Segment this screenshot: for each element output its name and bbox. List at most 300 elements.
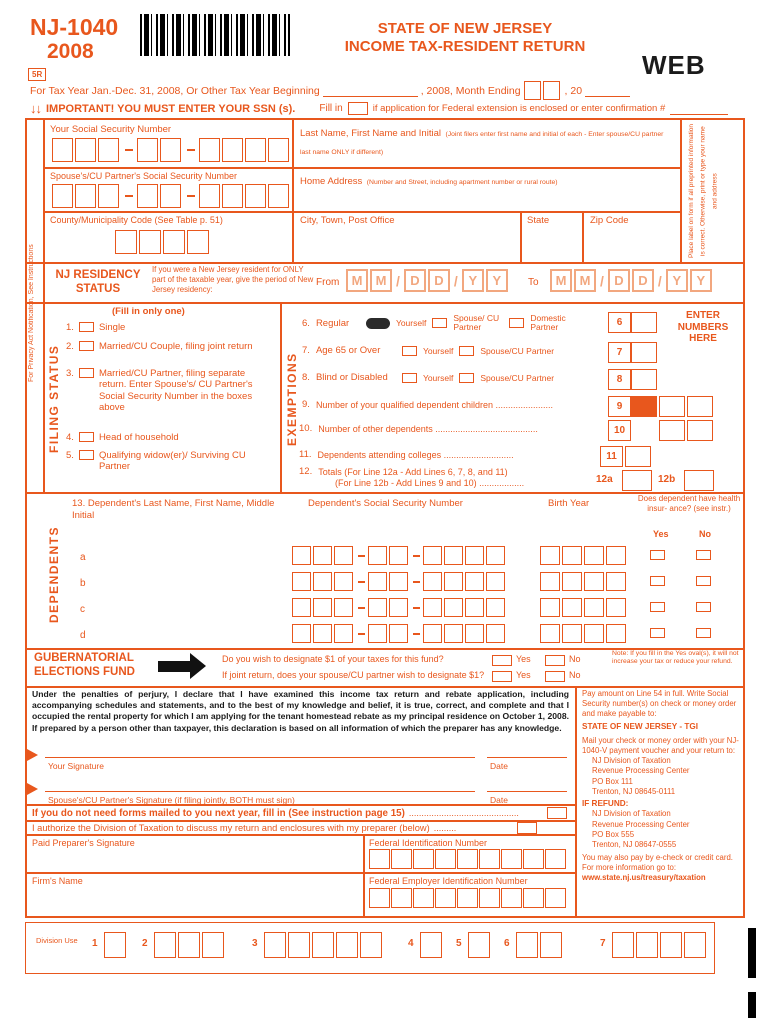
digit-box[interactable]: [684, 932, 706, 958]
city-field[interactable]: [296, 228, 516, 258]
division-boxes-5[interactable]: [468, 932, 492, 958]
digit-box[interactable]: [584, 546, 604, 565]
home-address-field[interactable]: [296, 185, 676, 207]
digit-box[interactable]: [137, 138, 158, 162]
confirmation-number-field[interactable]: [670, 103, 728, 115]
form-title-line2: INCOME TAX-RESIDENT RETURN: [344, 38, 586, 55]
filing-item: [66, 432, 259, 443]
digit-box[interactable]: [368, 572, 387, 591]
digit-box[interactable]: [606, 546, 626, 565]
digit-box[interactable]: [606, 624, 626, 643]
tax-year-end-field[interactable]: [585, 84, 630, 97]
digit-box[interactable]: [389, 598, 408, 617]
dependent-a-name-field[interactable]: [94, 546, 284, 566]
county-code-boxes[interactable]: [115, 230, 211, 254]
digit-box[interactable]: [75, 138, 96, 162]
division-boxes-3[interactable]: [264, 932, 384, 958]
digit-box[interactable]: [486, 598, 505, 617]
digit-box[interactable]: [369, 888, 390, 908]
digit-box[interactable]: [288, 932, 310, 958]
filing-widow-checkbox[interactable]: [79, 450, 94, 460]
digit-box[interactable]: [292, 598, 311, 617]
fund-question-2: If joint return, does your spouse/CU partner wish to designate $1?: [222, 670, 485, 680]
digit-box[interactable]: [313, 546, 332, 565]
divider: [363, 834, 365, 918]
dependent-b-ssn-boxes[interactable]: [292, 572, 507, 591]
line10-entry-box[interactable]: [659, 420, 685, 441]
refund-address-line: PO Box 555: [592, 829, 635, 839]
fund-q1-yes-label: Yes: [516, 654, 531, 664]
digit-box[interactable]: [160, 138, 181, 162]
health-yes-header: Yes: [653, 529, 669, 539]
digit-box[interactable]: [423, 572, 442, 591]
line6-domestic-partner-checkbox[interactable]: [509, 318, 524, 328]
division-boxes-2[interactable]: [154, 932, 226, 958]
mail-address-line: Trenton, NJ 08645-0111: [592, 786, 676, 796]
digit-box[interactable]: [187, 230, 209, 254]
privacy-act-note: For Privacy Act Notification, See Instructions: [28, 244, 35, 382]
digit-box[interactable]: [264, 932, 286, 958]
group-dash: [358, 581, 365, 583]
to-date-boxes[interactable]: [550, 269, 712, 292]
digit-box[interactable]: [435, 888, 456, 908]
divider: [25, 686, 745, 688]
date-box[interactable]: M: [370, 269, 392, 292]
divider: [43, 167, 680, 169]
dependent-a-ssn-boxes[interactable]: [292, 546, 507, 565]
digit-box[interactable]: [562, 598, 582, 617]
digit-box[interactable]: [160, 184, 181, 208]
pay-instructions: Pay amount on Line 54 in full. Write Social Security number(s) on check or money order and make payable to:: [582, 689, 737, 719]
division-num-5: 5: [456, 938, 462, 949]
digit-box[interactable]: [312, 932, 334, 958]
dependent-c-name-field[interactable]: [94, 598, 284, 618]
form-title-line1: STATE OF NEW JERSEY: [377, 20, 553, 37]
digit-box[interactable]: [465, 546, 484, 565]
box12a-label: 12a: [596, 474, 613, 485]
division-num-7: 7: [600, 938, 606, 949]
digit-box[interactable]: [524, 81, 541, 100]
federal-id-boxes[interactable]: [369, 849, 567, 869]
divider: [25, 302, 745, 304]
group-dash: [125, 149, 133, 152]
digit-box[interactable]: [501, 849, 522, 869]
line7-yourself-checkbox[interactable]: [402, 346, 417, 356]
digit-box[interactable]: [465, 572, 484, 591]
digit-box[interactable]: [457, 888, 478, 908]
divider: [25, 834, 575, 836]
dependent-b-health-no-checkbox[interactable]: [696, 576, 711, 586]
division-boxes-7[interactable]: [612, 932, 708, 958]
digit-box[interactable]: [368, 624, 387, 643]
digit-box[interactable]: [584, 598, 604, 617]
preparer-signature-field[interactable]: [32, 850, 352, 870]
digit-box[interactable]: [584, 572, 604, 591]
taxation-url: www.state.nj.us/treasury/taxation: [582, 873, 706, 883]
digit-box[interactable]: [199, 138, 220, 162]
line7-spouse-label: Spouse/CU Partner: [480, 345, 555, 356]
birth-year-header: Birth Year: [548, 498, 590, 509]
digit-box[interactable]: [245, 138, 266, 162]
signature-date-field[interactable]: [487, 757, 567, 758]
dependent-row-letter: b: [80, 578, 86, 589]
your-ssn-boxes[interactable]: [52, 138, 291, 162]
gubernatorial-title-line2: ELECTIONS FUND: [34, 666, 135, 679]
filing-head-household-checkbox[interactable]: [79, 432, 94, 442]
digit-box[interactable]: [52, 184, 73, 208]
digit-box[interactable]: [334, 598, 353, 617]
digit-box[interactable]: [540, 572, 560, 591]
exemption-line-12: [299, 466, 508, 477]
important-row: [30, 101, 728, 116]
divider: [25, 262, 745, 264]
digit-box[interactable]: [137, 184, 158, 208]
down-arrows-icon: ↓↓: [30, 101, 41, 116]
digit-box[interactable]: [420, 932, 442, 958]
authorize-preparer-checkbox[interactable]: [517, 822, 537, 834]
city-label: City, Town, Post Office: [300, 215, 395, 226]
date-box[interactable]: M: [346, 269, 368, 292]
right-arrow-icon: [158, 661, 190, 672]
digit-box[interactable]: [423, 598, 442, 617]
digit-box[interactable]: [468, 932, 490, 958]
digit-box[interactable]: [334, 546, 353, 565]
your-ssn-label: Your Social Security Number: [50, 124, 172, 135]
digit-box[interactable]: [313, 572, 332, 591]
digit-box[interactable]: [444, 624, 463, 643]
line8-yourself-label: Yourself: [422, 372, 454, 383]
federal-ein-boxes[interactable]: [369, 888, 567, 908]
line8-spouse-checkbox[interactable]: [459, 373, 474, 383]
filing-married-separate-checkbox[interactable]: [79, 368, 94, 378]
dependent-a-birth-year-boxes[interactable]: [540, 546, 628, 565]
digit-box[interactable]: [516, 932, 538, 958]
dependent-c-ssn-boxes[interactable]: [292, 598, 507, 617]
date-slash: /: [396, 272, 400, 289]
filing-item: [66, 450, 259, 473]
line7-entry-box[interactable]: [631, 342, 657, 363]
line8-yourself-checkbox[interactable]: [402, 373, 417, 383]
digit-box[interactable]: [389, 624, 408, 643]
digit-box[interactable]: [98, 184, 119, 208]
digit-box[interactable]: [104, 932, 126, 958]
group-dash: [187, 149, 195, 152]
digit-box[interactable]: [479, 888, 500, 908]
digit-box[interactable]: [360, 932, 382, 958]
filing-married-joint-checkbox[interactable]: [79, 341, 94, 351]
dependent-row-letter: a: [80, 552, 86, 563]
filing-single-checkbox[interactable]: [79, 322, 94, 332]
digit-box[interactable]: [115, 230, 137, 254]
filing-item-label: Head of household: [98, 432, 179, 443]
digit-box[interactable]: [178, 932, 200, 958]
from-label: From: [316, 277, 340, 288]
signature-pointer-icon: [27, 783, 38, 795]
date-slash: /: [600, 272, 604, 289]
date-box[interactable]: D: [428, 269, 450, 292]
dependent-ssn-header: Dependent's Social Security Number: [308, 498, 463, 509]
exemption-line-9: [302, 399, 553, 410]
digit-box[interactable]: [562, 624, 582, 643]
digit-box[interactable]: [334, 624, 353, 643]
digit-box[interactable]: [562, 546, 582, 565]
digit-box[interactable]: [389, 546, 408, 565]
digit-box[interactable]: [660, 932, 682, 958]
digit-box[interactable]: [154, 932, 176, 958]
digit-box[interactable]: [545, 849, 566, 869]
month-ending-boxes[interactable]: [524, 81, 562, 100]
line9-entry-box-2[interactable]: [687, 396, 713, 417]
no-forms-checkbox[interactable]: [547, 807, 567, 819]
line7-number: 7.: [302, 345, 310, 356]
digit-box[interactable]: [413, 888, 434, 908]
exemption-line-10: [299, 423, 538, 434]
digit-box[interactable]: [75, 184, 96, 208]
digit-box[interactable]: [606, 598, 626, 617]
digit-box[interactable]: [139, 230, 161, 254]
digit-box[interactable]: [391, 888, 412, 908]
filing-item-label: Married/CU Partner, filing separate return. Enter Spouse's/ CU Partner's Social Security Number in the boxes above: [98, 368, 253, 414]
digit-box[interactable]: [334, 572, 353, 591]
your-signature-field[interactable]: [45, 757, 475, 758]
digit-box[interactable]: [457, 849, 478, 869]
digit-box[interactable]: [543, 81, 560, 100]
line12a-entry-box[interactable]: [622, 470, 652, 491]
dependent-b-name-field[interactable]: [94, 572, 284, 592]
digit-box[interactable]: [336, 932, 358, 958]
date-box[interactable]: Y: [462, 269, 484, 292]
exemption-line-7: [302, 345, 554, 356]
dependent-a-health-no-checkbox[interactable]: [696, 550, 711, 560]
digit-box[interactable]: [245, 184, 266, 208]
date-box[interactable]: D: [632, 269, 654, 292]
from-date-boxes[interactable]: [346, 269, 508, 292]
group-dash: [413, 581, 420, 583]
digit-box[interactable]: [612, 932, 634, 958]
digit-box[interactable]: [369, 849, 390, 869]
dependents-title: DEPENDENTS: [47, 525, 61, 623]
filing-item-label: Qualifying widow(er)/ Surviving CU Partner: [98, 450, 246, 473]
dependent-row-letter: d: [80, 630, 86, 641]
digit-box[interactable]: [486, 624, 505, 643]
digit-box[interactable]: [540, 546, 560, 565]
digit-box[interactable]: [435, 849, 456, 869]
dependent-c-health-yes-checkbox[interactable]: [650, 602, 665, 612]
mail-address-line: Revenue Processing Center: [592, 766, 690, 776]
echeck-note: You may also pay by e-check or credit card. For more information go to:: [582, 852, 733, 873]
gubernatorial-title: [34, 651, 135, 680]
line11-number: 11.: [299, 449, 312, 460]
digit-box[interactable]: [313, 624, 332, 643]
fund-q1-no-checkbox[interactable]: [545, 655, 565, 666]
form-number: NJ-1040: [30, 14, 119, 40]
mail-address-line: NJ Division of Taxation: [592, 756, 671, 766]
dependent-d-health-yes-checkbox[interactable]: [650, 628, 665, 638]
line10-label: Number of other dependents .........................................: [318, 423, 538, 434]
spouse-ssn-label: Spouse's/CU Partner's Social Security Number: [50, 171, 238, 181]
fund-question-1: Do you wish to designate $1 of your taxes for this fund?: [222, 654, 444, 664]
tax-year-row: [30, 81, 630, 100]
refund-label: IF REFUND:: [582, 798, 629, 808]
digit-box[interactable]: [444, 572, 463, 591]
dependent-d-health-no-checkbox[interactable]: [696, 628, 711, 638]
division-num-4: 4: [408, 938, 414, 949]
date-slash: /: [453, 272, 458, 289]
state-field[interactable]: [524, 228, 579, 258]
line7-yourself-label: Yourself: [422, 345, 454, 356]
federal-extension-checkbox[interactable]: [348, 102, 368, 115]
dependent-b-birth-year-boxes[interactable]: [540, 572, 628, 591]
digit-box[interactable]: [584, 624, 604, 643]
line11-entry-box[interactable]: [625, 446, 651, 467]
division-boxes-1[interactable]: [104, 932, 128, 958]
dependent-b-health-yes-checkbox[interactable]: [650, 576, 665, 586]
line6-entry-box[interactable]: [631, 312, 657, 333]
extension-text: if application for Federal extension is enclosed or enter confirmation #: [372, 103, 666, 114]
digit-box[interactable]: [423, 546, 442, 565]
digit-box[interactable]: [444, 598, 463, 617]
yourself-filled-oval[interactable]: [366, 318, 390, 329]
registration-mark: [748, 992, 756, 1018]
fund-q1-no-label: No: [569, 654, 581, 664]
digit-box[interactable]: [444, 546, 463, 565]
digit-box[interactable]: [391, 849, 412, 869]
division-boxes-6[interactable]: [516, 932, 564, 958]
digit-box[interactable]: [222, 138, 243, 162]
digit-box[interactable]: [98, 138, 119, 162]
dot-leader: .........: [433, 823, 457, 833]
dependent-d-name-field[interactable]: [94, 624, 284, 644]
digit-box[interactable]: [523, 849, 544, 869]
spouse-ssn-boxes[interactable]: [52, 184, 291, 208]
date-box[interactable]: Y: [486, 269, 508, 292]
digit-box[interactable]: [540, 624, 560, 643]
spouse-date-field[interactable]: [487, 791, 567, 792]
digit-box[interactable]: [202, 932, 224, 958]
digit-box[interactable]: [465, 624, 484, 643]
spouse-signature-field[interactable]: [45, 791, 475, 792]
refund-address-line: Trenton, NJ 08647-0555: [592, 839, 677, 849]
other-tax-year-beginning-field[interactable]: [323, 84, 418, 97]
refund-address-line: Revenue Processing Center: [592, 819, 690, 829]
county-code-label: County/Municipality Code (See Table p. 51): [50, 215, 223, 225]
line11-label: Dependents attending colleges ............................: [317, 449, 514, 460]
zip-field[interactable]: [586, 228, 676, 258]
line6-yourself-label: Yourself: [395, 318, 427, 329]
digit-box[interactable]: [268, 184, 289, 208]
digit-box[interactable]: [606, 572, 626, 591]
digit-box[interactable]: [486, 572, 505, 591]
date-box[interactable]: M: [550, 269, 572, 292]
line7-spouse-checkbox[interactable]: [459, 346, 474, 356]
divider: [575, 686, 577, 918]
digit-box[interactable]: [368, 598, 387, 617]
dependent-a-health-yes-checkbox[interactable]: [650, 550, 665, 560]
digit-box[interactable]: [423, 624, 442, 643]
digit-box[interactable]: [389, 572, 408, 591]
box10-label: 10: [608, 420, 631, 441]
box8-label: 8: [608, 369, 631, 390]
division-num-3: 3: [252, 938, 258, 949]
digit-box[interactable]: [368, 546, 387, 565]
zip-label: Zip Code: [590, 215, 629, 226]
digit-box[interactable]: [292, 624, 311, 643]
digit-box[interactable]: [540, 598, 560, 617]
tax-year-text-pre: For Tax Year Jan.-Dec. 31, 2008, Or Other Tax Year Beginning: [30, 84, 320, 97]
division-boxes-4[interactable]: [420, 932, 444, 958]
filing-item-number: 3.: [66, 368, 74, 379]
line10-entry-box-2[interactable]: [687, 420, 713, 441]
date-box[interactable]: Y: [666, 269, 688, 292]
dependent-c-birth-year-boxes[interactable]: [540, 598, 628, 617]
last-name-field[interactable]: [296, 140, 676, 164]
registration-mark: [748, 928, 756, 978]
right-arrow-head-icon: [190, 653, 206, 679]
residency-text: If you were a New Jersey resident for ONLY part of the taxable year, give the period of New Jersey residency:: [152, 265, 314, 295]
firm-name-label: Firm's Name: [32, 876, 83, 886]
digit-box[interactable]: [292, 572, 311, 591]
firm-name-field[interactable]: [32, 888, 352, 908]
line8-spouse-label: Spouse/CU Partner: [480, 372, 555, 383]
fund-q2-no-checkbox[interactable]: [545, 671, 565, 682]
dependent-d-ssn-boxes[interactable]: [292, 624, 507, 643]
digit-box[interactable]: [562, 572, 582, 591]
digit-box[interactable]: [163, 230, 185, 254]
line6-spouse-checkbox[interactable]: [432, 318, 447, 328]
digit-box[interactable]: [479, 849, 500, 869]
spouse-date-label: Date: [490, 795, 508, 805]
date-box[interactable]: M: [574, 269, 596, 292]
line8-entry-box[interactable]: [631, 369, 657, 390]
fund-q2-yes-checkbox[interactable]: [492, 671, 512, 682]
line9-entry-box[interactable]: [659, 396, 685, 417]
web-badge: WEB: [642, 50, 706, 80]
signature-pointer-icon: [27, 749, 38, 761]
digit-box[interactable]: [222, 184, 243, 208]
digit-box[interactable]: [501, 888, 522, 908]
digit-box[interactable]: [313, 598, 332, 617]
filing-hint: (Fill in only one): [112, 306, 185, 317]
line12b-entry-box[interactable]: [684, 470, 714, 491]
filing-item-number: 1.: [66, 322, 74, 333]
date-box[interactable]: D: [404, 269, 426, 292]
filing-item-number: 4.: [66, 432, 74, 443]
digit-box[interactable]: [545, 888, 566, 908]
digit-box[interactable]: [540, 932, 562, 958]
dependent-c-health-no-checkbox[interactable]: [696, 602, 711, 612]
spouse-signature-label: Spouse's/CU Partner's Signature (if filing jointly, BOTH must sign): [48, 795, 295, 805]
digit-box[interactable]: [52, 138, 73, 162]
exemption-line-8: [302, 372, 554, 383]
digit-box[interactable]: [199, 184, 220, 208]
digit-box[interactable]: [292, 546, 311, 565]
divider: [582, 211, 584, 262]
digit-box[interactable]: [413, 849, 434, 869]
fund-q1-yes-checkbox[interactable]: [492, 655, 512, 666]
digit-box[interactable]: [523, 888, 544, 908]
date-box[interactable]: D: [608, 269, 630, 292]
digit-box[interactable]: [268, 138, 289, 162]
digit-box[interactable]: [636, 932, 658, 958]
dependent-d-birth-year-boxes[interactable]: [540, 624, 628, 643]
line6-number: 6.: [302, 317, 310, 329]
digit-box[interactable]: [465, 598, 484, 617]
line7-label: Age 65 or Over: [315, 345, 381, 356]
date-box[interactable]: Y: [690, 269, 712, 292]
group-dash: [125, 195, 133, 198]
digit-box[interactable]: [486, 546, 505, 565]
exemptions-title: EXEMPTIONS: [285, 352, 299, 446]
